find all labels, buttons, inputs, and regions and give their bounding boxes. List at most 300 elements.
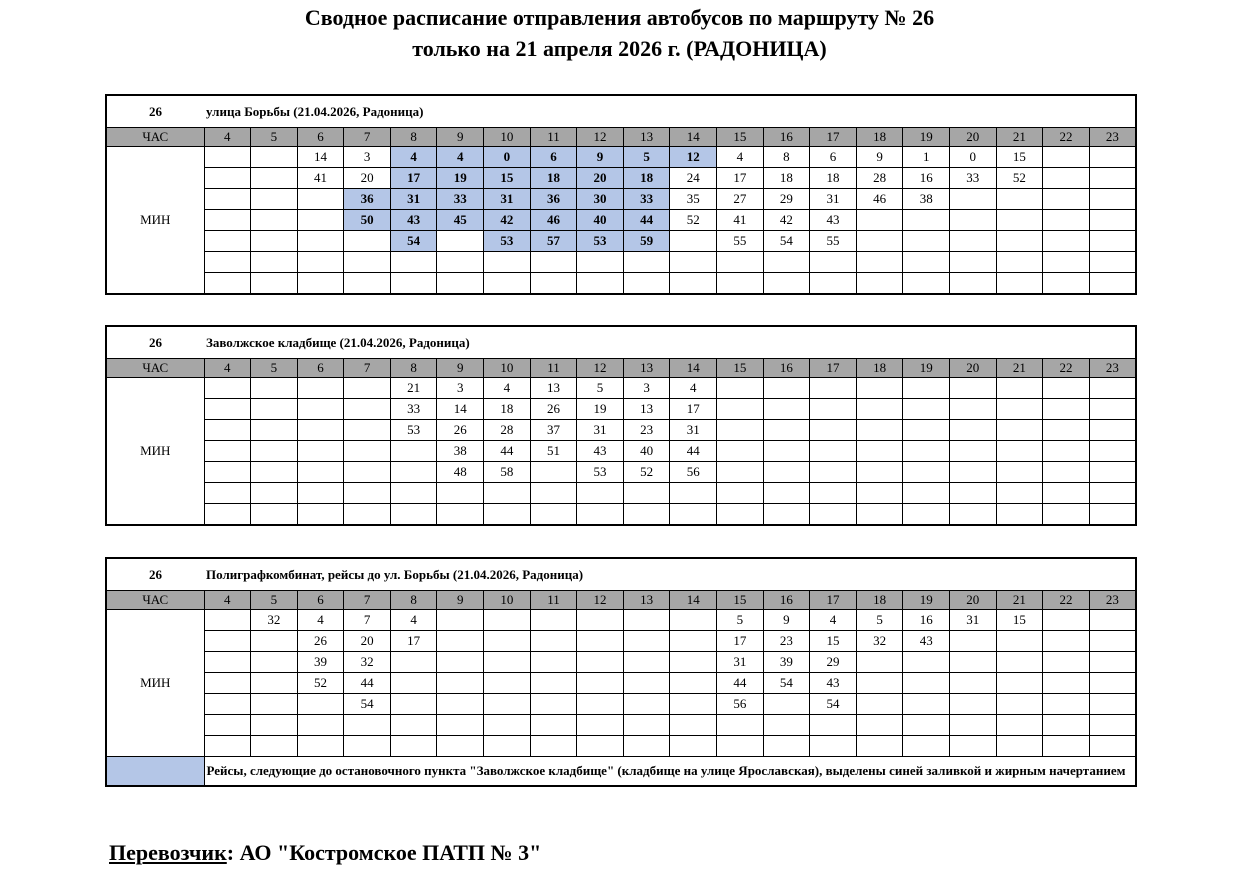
minute-cell	[344, 231, 391, 252]
minute-cell: 42	[763, 210, 810, 231]
minute-cell: 46	[530, 210, 577, 231]
route-direction-title: Полиграфкомбинат, рейсы до ул. Борьбы (21.04.2026, Радоница)	[204, 558, 1136, 591]
minute-cell	[950, 252, 997, 273]
minute-cell: 19	[577, 399, 624, 420]
minute-cell	[623, 652, 670, 673]
minute-cell	[670, 610, 717, 631]
minute-cell: 9	[856, 147, 903, 168]
minute-cell: 59	[623, 231, 670, 252]
minute-cell: 12	[670, 147, 717, 168]
minutes-row	[106, 483, 1136, 504]
minute-cell	[670, 631, 717, 652]
minute-cell: 18	[810, 168, 857, 189]
hour-header-cell: 19	[903, 591, 950, 610]
hour-header-cell: 18	[856, 359, 903, 378]
minute-cell	[903, 736, 950, 757]
minute-cell	[484, 483, 531, 504]
minute-cell	[856, 715, 903, 736]
minute-cell: 24	[670, 168, 717, 189]
minute-cell	[903, 273, 950, 295]
minute-cell	[344, 504, 391, 526]
hour-header-cell: 18	[856, 591, 903, 610]
minute-cell	[251, 210, 298, 231]
hour-header-cell: 10	[484, 359, 531, 378]
minute-cell: 40	[577, 210, 624, 231]
hour-header-cell: 16	[763, 591, 810, 610]
hour-header-cell: 7	[344, 359, 391, 378]
minute-cell	[623, 736, 670, 757]
minute-cell: 19	[437, 168, 484, 189]
minute-cell	[996, 441, 1043, 462]
minute-cell: 52	[670, 210, 717, 231]
minute-cell: 4	[390, 147, 437, 168]
minute-cell	[437, 631, 484, 652]
minute-cell	[950, 420, 997, 441]
minute-cell	[251, 462, 298, 483]
minute-cell	[204, 378, 251, 399]
minute-cell	[1043, 210, 1090, 231]
hour-header-cell: 19	[903, 128, 950, 147]
minute-cell	[856, 210, 903, 231]
minute-cell	[297, 736, 344, 757]
minute-cell	[297, 462, 344, 483]
minute-cell	[810, 504, 857, 526]
hour-header-cell: 8	[390, 591, 437, 610]
minute-cell: 16	[903, 168, 950, 189]
minutes-row	[106, 736, 1136, 757]
minute-cell	[950, 631, 997, 652]
minute-cell: 36	[344, 189, 391, 210]
minute-cell: 9	[763, 610, 810, 631]
minute-cell	[623, 694, 670, 715]
minutes-row	[106, 610, 1136, 631]
minute-cell: 54	[763, 673, 810, 694]
minute-cell	[297, 231, 344, 252]
minute-cell	[251, 631, 298, 652]
minute-cell	[1089, 610, 1136, 631]
minute-cell	[204, 736, 251, 757]
minute-cell	[670, 273, 717, 295]
minute-cell: 28	[484, 420, 531, 441]
minutes-row	[106, 694, 1136, 715]
minute-cell	[717, 715, 764, 736]
minute-cell	[390, 483, 437, 504]
route-direction-title: Заволжское кладбище (21.04.2026, Радоница)	[204, 326, 1136, 359]
minute-cell	[996, 652, 1043, 673]
minute-cell	[810, 483, 857, 504]
minute-cell	[1043, 694, 1090, 715]
route-number: 26	[106, 95, 204, 128]
minute-cell: 50	[344, 210, 391, 231]
minute-cell: 1	[903, 147, 950, 168]
minute-cell	[204, 399, 251, 420]
minute-cell: 43	[903, 631, 950, 652]
minute-cell	[484, 610, 531, 631]
minute-cell	[251, 441, 298, 462]
hour-header-cell: 20	[950, 359, 997, 378]
minute-cell	[484, 631, 531, 652]
minute-cell	[437, 504, 484, 526]
minute-cell: 17	[670, 399, 717, 420]
hour-header-cell: 23	[1089, 128, 1136, 147]
minute-cell	[390, 273, 437, 295]
minute-cell	[670, 694, 717, 715]
minute-cell: 54	[810, 694, 857, 715]
carrier-label: Перевозчик	[109, 840, 227, 865]
minute-cell	[251, 252, 298, 273]
minute-cell	[251, 420, 298, 441]
minute-cell	[763, 462, 810, 483]
minute-cell	[484, 715, 531, 736]
minute-cell	[1089, 168, 1136, 189]
minute-cell	[390, 462, 437, 483]
minute-cell	[344, 378, 391, 399]
minute-cell: 23	[623, 420, 670, 441]
minute-cell	[670, 736, 717, 757]
hour-header-cell: 14	[670, 359, 717, 378]
minute-cell	[530, 715, 577, 736]
minute-cell	[1089, 462, 1136, 483]
minute-cell	[251, 189, 298, 210]
hour-header-cell: 16	[763, 128, 810, 147]
minute-cell	[950, 399, 997, 420]
minute-cell	[856, 378, 903, 399]
minute-cell	[251, 273, 298, 295]
minute-cell	[950, 273, 997, 295]
minute-cell: 43	[810, 673, 857, 694]
minute-cell	[903, 441, 950, 462]
hour-header-cell: 22	[1043, 591, 1090, 610]
hour-header-cell: 15	[717, 128, 764, 147]
minute-cell: 43	[577, 441, 624, 462]
minute-cell	[1043, 673, 1090, 694]
minute-cell	[577, 483, 624, 504]
hour-header-cell: 20	[950, 591, 997, 610]
minute-cell: 5	[856, 610, 903, 631]
minute-cell	[484, 652, 531, 673]
hour-header-cell: 4	[204, 591, 251, 610]
minute-cell: 56	[717, 694, 764, 715]
minute-cell: 15	[484, 168, 531, 189]
minutes-row	[106, 147, 1136, 168]
hour-header-cell: 15	[717, 591, 764, 610]
minute-cell	[577, 610, 624, 631]
minute-cell: 4	[484, 378, 531, 399]
minute-cell	[577, 715, 624, 736]
minute-cell	[577, 694, 624, 715]
minute-cell	[950, 378, 997, 399]
minute-cell	[670, 504, 717, 526]
minute-cell	[950, 441, 997, 462]
minute-cell	[1043, 231, 1090, 252]
minute-cell	[1089, 420, 1136, 441]
minute-cell: 43	[390, 210, 437, 231]
hour-header-cell: 9	[437, 591, 484, 610]
minute-cell: 33	[437, 189, 484, 210]
minute-cell: 17	[717, 168, 764, 189]
minute-cell	[1043, 441, 1090, 462]
minutes-row	[106, 252, 1136, 273]
minute-cell: 20	[344, 631, 391, 652]
table-title-row	[106, 95, 1136, 128]
minute-cell	[996, 399, 1043, 420]
route-number: 26	[106, 558, 204, 591]
hour-header-cell: 6	[297, 359, 344, 378]
minute-cell	[1089, 252, 1136, 273]
minute-cell	[390, 673, 437, 694]
minute-cell	[623, 715, 670, 736]
hour-label: ЧАС	[106, 359, 204, 378]
minute-cell: 31	[390, 189, 437, 210]
minute-cell	[204, 168, 251, 189]
hour-header-cell: 13	[623, 359, 670, 378]
minute-cell	[1089, 378, 1136, 399]
minute-cell	[717, 399, 764, 420]
minute-cell	[717, 273, 764, 295]
minute-cell	[996, 631, 1043, 652]
minute-cell: 17	[717, 631, 764, 652]
minute-cell	[484, 736, 531, 757]
minute-cell	[530, 462, 577, 483]
minutes-row	[106, 399, 1136, 420]
hour-header-cell: 12	[577, 128, 624, 147]
minute-cell	[996, 483, 1043, 504]
minute-cell	[903, 420, 950, 441]
minute-cell	[204, 231, 251, 252]
minutes-label: МИН	[106, 378, 204, 526]
hour-header-cell: 9	[437, 359, 484, 378]
hour-header-cell: 16	[763, 359, 810, 378]
hour-header-cell: 12	[577, 591, 624, 610]
minute-cell	[950, 694, 997, 715]
minute-cell	[530, 673, 577, 694]
minute-cell	[1089, 210, 1136, 231]
minute-cell	[297, 399, 344, 420]
minute-cell	[204, 189, 251, 210]
hour-header-cell: 11	[530, 128, 577, 147]
title-line-2: только на 21 апреля 2026 г. (РАДОНИЦА)	[412, 36, 827, 61]
minute-cell	[484, 504, 531, 526]
minute-cell: 8	[763, 147, 810, 168]
minute-cell	[810, 273, 857, 295]
minute-cell	[577, 631, 624, 652]
hour-header-cell: 21	[996, 128, 1043, 147]
minute-cell	[251, 378, 298, 399]
minute-cell	[950, 736, 997, 757]
hour-header-cell: 14	[670, 128, 717, 147]
hour-header-cell: 11	[530, 359, 577, 378]
minute-cell	[530, 273, 577, 295]
hour-header-cell: 22	[1043, 128, 1090, 147]
minute-cell	[297, 694, 344, 715]
minute-cell	[437, 231, 484, 252]
minute-cell	[1089, 441, 1136, 462]
minute-cell	[1043, 462, 1090, 483]
minutes-row	[106, 652, 1136, 673]
hour-header-cell: 9	[437, 128, 484, 147]
minute-cell: 43	[810, 210, 857, 231]
minute-cell	[717, 462, 764, 483]
minute-cell	[297, 441, 344, 462]
minute-cell: 16	[903, 610, 950, 631]
minute-cell	[1043, 610, 1090, 631]
minute-cell: 32	[344, 652, 391, 673]
minute-cell: 42	[484, 210, 531, 231]
minute-cell	[763, 273, 810, 295]
minute-cell	[1043, 273, 1090, 295]
minute-cell	[903, 378, 950, 399]
minute-cell: 53	[390, 420, 437, 441]
minute-cell: 20	[577, 168, 624, 189]
minute-cell: 21	[390, 378, 437, 399]
minute-cell	[1043, 715, 1090, 736]
minute-cell	[437, 736, 484, 757]
minute-cell	[856, 504, 903, 526]
minute-cell	[717, 420, 764, 441]
minute-cell	[763, 252, 810, 273]
hour-header-cell: 10	[484, 591, 531, 610]
minute-cell: 44	[670, 441, 717, 462]
minute-cell	[623, 273, 670, 295]
minute-cell: 0	[950, 147, 997, 168]
minute-cell	[297, 189, 344, 210]
minute-cell	[1089, 273, 1136, 295]
minute-cell: 31	[670, 420, 717, 441]
minute-cell	[344, 420, 391, 441]
minute-cell	[1089, 694, 1136, 715]
minute-cell: 6	[530, 147, 577, 168]
minute-cell: 17	[390, 631, 437, 652]
minute-cell: 37	[530, 420, 577, 441]
minute-cell	[763, 736, 810, 757]
minute-cell	[297, 483, 344, 504]
minute-cell	[903, 694, 950, 715]
minute-cell	[950, 462, 997, 483]
minute-cell	[390, 252, 437, 273]
minute-cell	[1043, 399, 1090, 420]
minute-cell	[950, 673, 997, 694]
hours-header-row	[106, 591, 1136, 610]
minute-cell	[810, 399, 857, 420]
hour-header-cell: 20	[950, 128, 997, 147]
minute-cell: 7	[344, 610, 391, 631]
minute-cell	[251, 694, 298, 715]
minute-cell	[344, 441, 391, 462]
minute-cell	[856, 462, 903, 483]
minute-cell: 35	[670, 189, 717, 210]
minute-cell	[204, 504, 251, 526]
minute-cell: 29	[763, 189, 810, 210]
minute-cell	[950, 210, 997, 231]
minute-cell	[1089, 399, 1136, 420]
hour-header-cell: 23	[1089, 591, 1136, 610]
minutes-row	[106, 441, 1136, 462]
minute-cell: 55	[717, 231, 764, 252]
minute-cell	[717, 252, 764, 273]
minutes-row	[106, 273, 1136, 295]
minute-cell: 4	[810, 610, 857, 631]
minute-cell	[810, 378, 857, 399]
hour-header-cell: 11	[530, 591, 577, 610]
minute-cell	[996, 694, 1043, 715]
minute-cell: 57	[530, 231, 577, 252]
minute-cell	[204, 652, 251, 673]
minute-cell	[530, 736, 577, 757]
minute-cell	[1043, 483, 1090, 504]
minute-cell: 39	[297, 652, 344, 673]
minute-cell	[344, 462, 391, 483]
minute-cell	[856, 736, 903, 757]
minute-cell	[577, 252, 624, 273]
minute-cell	[996, 715, 1043, 736]
minute-cell	[996, 462, 1043, 483]
minute-cell: 56	[670, 462, 717, 483]
hour-header-cell: 21	[996, 591, 1043, 610]
minute-cell: 38	[903, 189, 950, 210]
minute-cell	[577, 652, 624, 673]
minute-cell: 41	[717, 210, 764, 231]
minute-cell	[717, 378, 764, 399]
minute-cell: 31	[717, 652, 764, 673]
minute-cell	[251, 168, 298, 189]
hour-header-cell: 15	[717, 359, 764, 378]
minute-cell	[577, 504, 624, 526]
minute-cell	[950, 231, 997, 252]
minute-cell	[530, 483, 577, 504]
minute-cell: 44	[484, 441, 531, 462]
minute-cell: 54	[344, 694, 391, 715]
minute-cell	[204, 462, 251, 483]
minute-cell	[903, 652, 950, 673]
hour-header-cell: 8	[390, 359, 437, 378]
minute-cell: 45	[437, 210, 484, 231]
minute-cell: 44	[623, 210, 670, 231]
minute-cell: 39	[763, 652, 810, 673]
minute-cell	[204, 694, 251, 715]
minute-cell: 15	[996, 610, 1043, 631]
minute-cell: 52	[996, 168, 1043, 189]
minute-cell	[437, 652, 484, 673]
minute-cell	[1043, 652, 1090, 673]
minute-cell	[996, 378, 1043, 399]
hour-header-cell: 17	[810, 359, 857, 378]
legend-row	[106, 757, 1136, 787]
legend-text: Рейсы, следующие до остановочного пункта "Заволжское кладбище" (кладбище на улице Ярославская), выделены синей заливкой и жирным начертанием	[204, 757, 1136, 787]
minute-cell: 38	[437, 441, 484, 462]
minutes-row	[106, 231, 1136, 252]
minute-cell	[670, 673, 717, 694]
minutes-row	[106, 210, 1136, 231]
minute-cell	[1043, 147, 1090, 168]
title-line-1: Сводное расписание отправления автобусов по маршруту № 26	[304, 5, 935, 30]
minute-cell: 32	[251, 610, 298, 631]
minute-cell: 33	[390, 399, 437, 420]
minute-cell: 26	[297, 631, 344, 652]
minute-cell: 52	[297, 673, 344, 694]
minute-cell	[251, 483, 298, 504]
route-number: 26	[106, 326, 204, 359]
minute-cell: 53	[484, 231, 531, 252]
minute-cell: 31	[577, 420, 624, 441]
hour-header-cell: 4	[204, 359, 251, 378]
minute-cell: 58	[484, 462, 531, 483]
minute-cell	[763, 378, 810, 399]
minute-cell: 13	[530, 378, 577, 399]
minutes-row	[106, 168, 1136, 189]
minute-cell	[251, 504, 298, 526]
minute-cell: 4	[437, 147, 484, 168]
minute-cell	[763, 441, 810, 462]
